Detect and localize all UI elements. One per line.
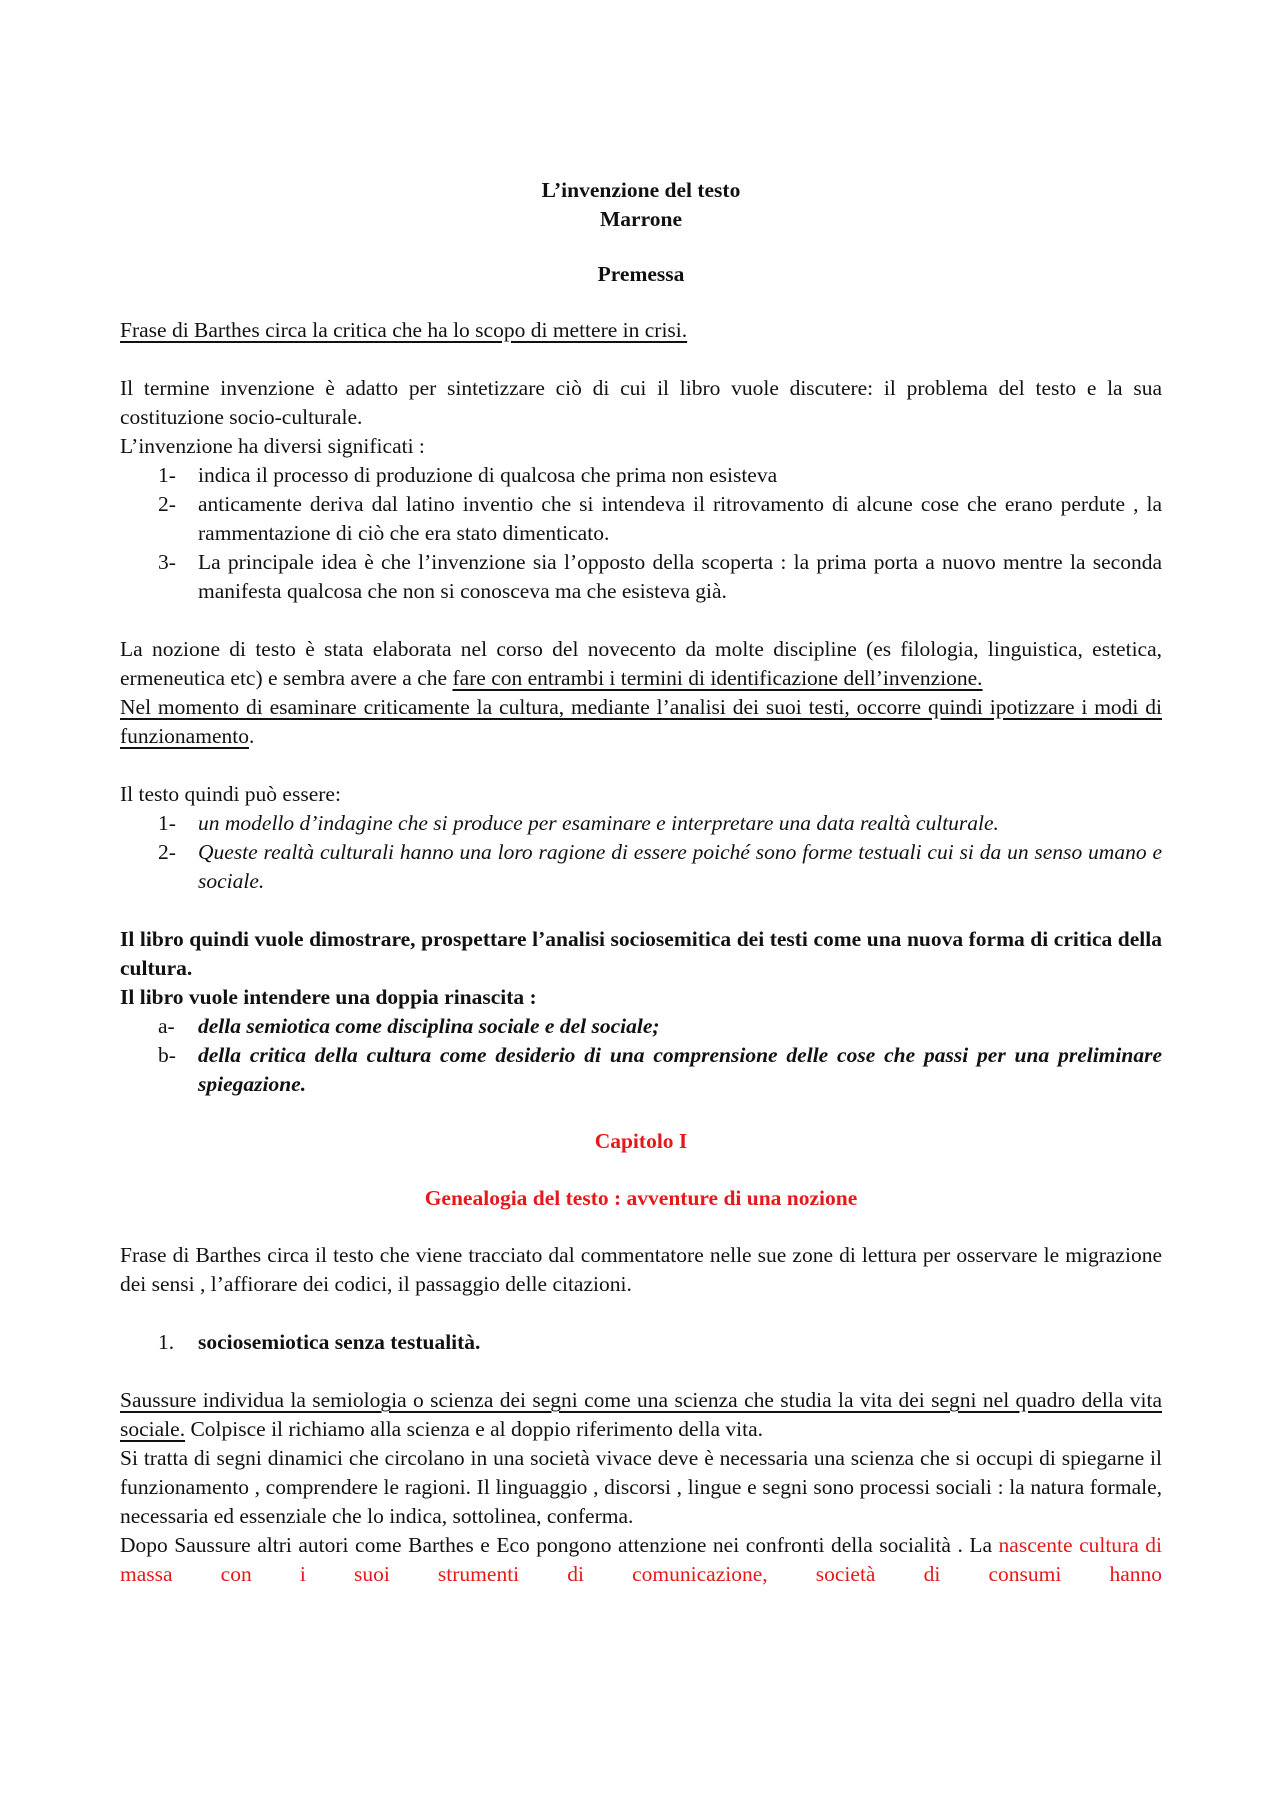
paragraph-segni-dinamici: Si tratta di segni dinamici che circolano in una società vivace deve è necessaria una scienza che si occupi di spiegarne il funzionamento , comprendere le ragioni. Il linguaggio , discorsi , lingue e segni sono processi sociali : la natura formale, necessaria ed essenziale che lo indica, sottolinea, conferma. (120, 1446, 1162, 1528)
testo-lead: Il testo quindi può essere: (120, 782, 341, 806)
list-item: 3- La principale idea è che l’invenzione sia l’opposto della scoperta : la prima porta a nuovo mentre la seconda manifesta qualcosa che non si conosceva ma che esisteva già. (158, 550, 1162, 603)
list-item: 2- anticamente deriva dal latino inventio che si intendeva il ritrovamento di alcune cose che erano perdute , la rammentazione di ciò che era stato dimenticato. (158, 492, 1162, 545)
paragraph-momento: Nel momento di esaminare criticamente la cultura, mediante l’analisi dei suoi testi, occorre quindi ipotizzare i modi di funzionamento. (120, 695, 1162, 748)
paragraph-libro-rinascita: Il libro vuole intendere una doppia rinascita : (120, 985, 537, 1009)
list-item: b- della critica della cultura come desiderio di una comprensione delle cose che passi per una preliminare spiegazione. (158, 1043, 1162, 1096)
list-item: 1- indica il processo di produzione di qualcosa che prima non esisteva (158, 463, 778, 487)
paragraph-saussure: Saussure individua la semiologia o scienza dei segni come una scienza che studia la vita dei segni nel quadro della vita sociale. Colpisce il richiamo alla scienza e al doppio riferimento della vita. (120, 1388, 1162, 1441)
paragraph-barthes-testo: Frase di Barthes circa il testo che viene tracciato dal commentatore nelle sue zone di lettura per osservare le migrazione dei sensi , l’affiorare dei codici, il passaggio delle citazioni. (120, 1243, 1162, 1296)
document-page (120, 176, 1162, 1618)
document-author: Marrone (600, 207, 682, 231)
section-heading-premessa: Premessa (597, 262, 685, 286)
list-item: 1- un modello d’indagine che si produce per esaminare e interpretare una data realtà culturale. (158, 811, 999, 835)
paragraph-dopo-saussure: Dopo Saussure altri autori come Barthes e Eco pongono attenzione nei confronti della socialità . La nascente cultura di massa con i suoi strumenti di comunicazione, società di consumi hanno (120, 1533, 1162, 1586)
paragraph-nozione: La nozione di testo è stata elaborata nel corso del novecento da molte discipline (es filologia, linguistica, estetica, ermeneutica etc) e sembra avere a che fare con entrambi i termini di identificazione dell’invenzione. (120, 637, 1162, 690)
list-item: 2- Queste realtà culturali hanno una loro ragione di essere poiché sono forme testuali cui si da un senso umano e sociale. (158, 840, 1162, 893)
paragraph-libro-dimostrare: Il libro quindi vuole dimostrare, prospettare l’analisi sociosemitica dei testi come una nuova forma di critica della cultura. (120, 927, 1162, 980)
subsection-heading: 1. sociosemiotica senza testualità. (158, 1330, 481, 1354)
document-title: L’invenzione del testo (541, 178, 741, 202)
chapter-title: Genealogia del testo : avventure di una nozione (424, 1186, 858, 1210)
paragraph-intro: Il termine invenzione è adatto per sintetizzare ciò di cui il libro vuole discutere: il problema del testo e la sua costituzione socio-culturale. (120, 376, 1162, 429)
chapter-label: Capitolo I (594, 1129, 688, 1153)
testo-list (120, 809, 1162, 896)
rinascita-list (120, 1012, 1162, 1099)
list-item: a- della semiotica come disciplina sociale e del sociale; (158, 1014, 660, 1038)
meanings-lead: L’invenzione ha diversi significati : (120, 434, 425, 458)
barthes-critica-quote: Frase di Barthes circa la critica che ha lo scopo di mettere in crisi. (120, 318, 688, 342)
meanings-list (120, 461, 1162, 606)
